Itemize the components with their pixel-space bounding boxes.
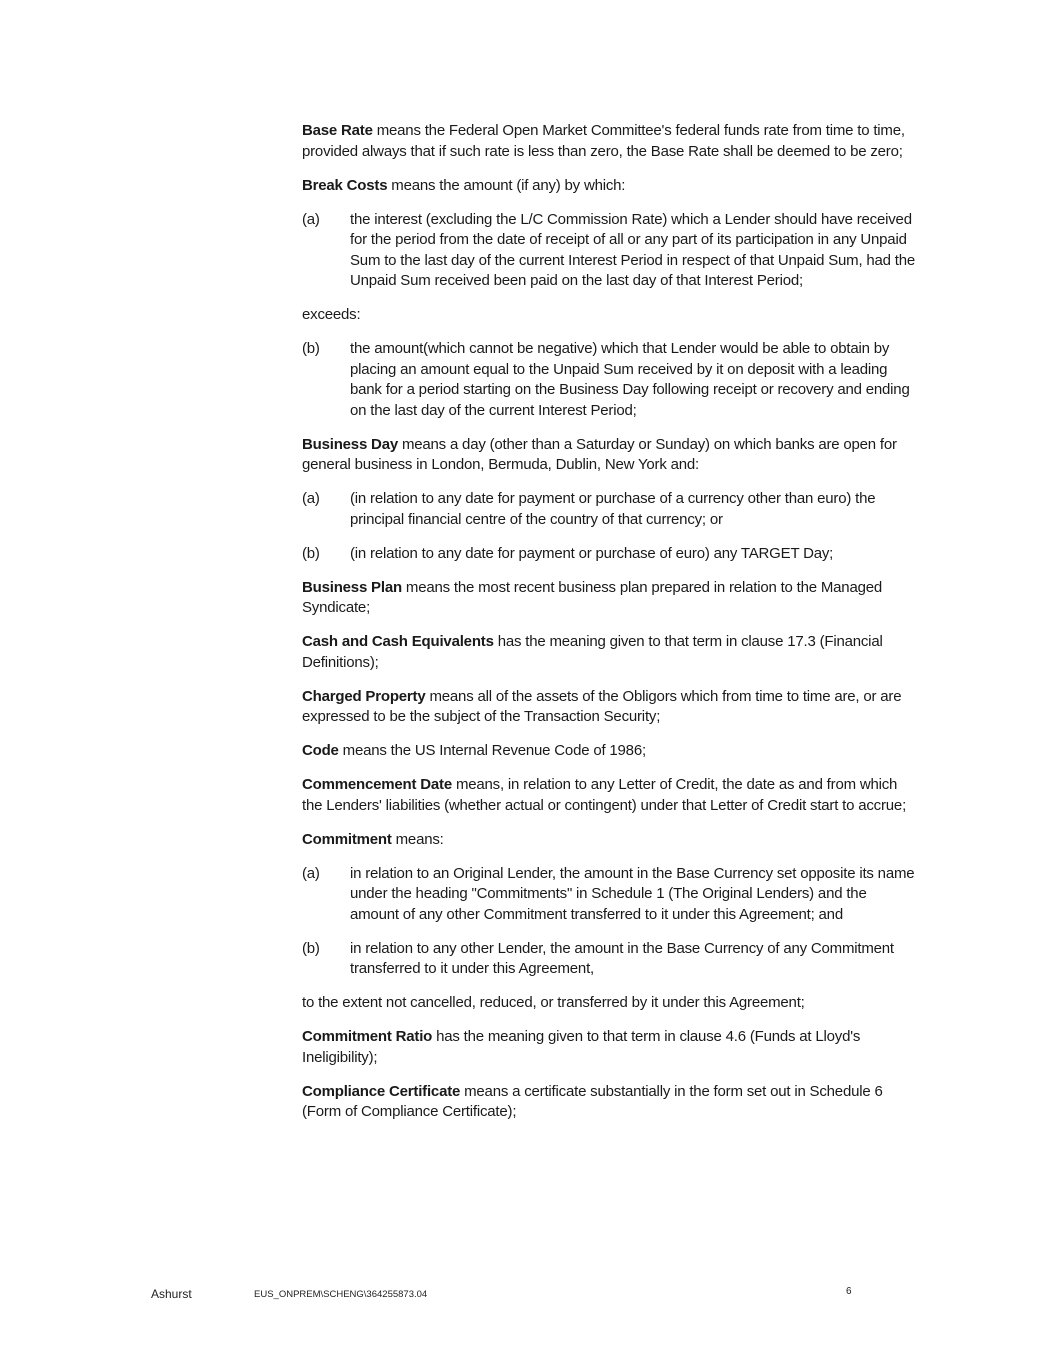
definition-text: means a day (other than a Saturday or Sunday) on which banks are open for general business in London, Bermuda, Dublin, New York and: [302, 435, 897, 473]
list-item [302, 210, 918, 292]
definition-text: has the meaning given to that term in clause 17.3 (Financial Definitions); [302, 633, 883, 671]
definition-text: means, in relation to any Letter of Credit, the date as and from which the Lenders' liabilities (whether actual or contingent) under that Letter of Credit start to accrue; [302, 776, 907, 814]
definitions-body [302, 121, 918, 1136]
term-cash-equivalents: Cash and Cash Equivalents [302, 633, 494, 650]
term-code: Code [302, 742, 339, 759]
item-label: (a) [302, 864, 320, 882]
item-label: (b) [302, 340, 320, 357]
term-base-rate: Base Rate [302, 122, 373, 139]
term-commitment: Commitment [302, 830, 392, 848]
item-text: in relation to any other Lender, the amount in the Base Currency of any Commitment transferred to it under this Agreement, [350, 939, 894, 977]
definition-text: means the Federal Open Market Committee's federal funds rate from time to time, provided always that if such rate is less than zero, the Base Rate shall be deemed to be zero; [302, 122, 905, 160]
list-item [302, 544, 918, 565]
definition-commencement-date [302, 775, 918, 816]
definition-break-costs [302, 176, 918, 197]
item-text: the interest (excluding the L/C Commission Rate) which a Lender should have received for the period from the date of receipt of all or any part of its participation in any Unpaid Sum to the last day of the current Interest Period in respect of that Unpaid Sum, had the Unpaid Sum received been paid on the last day of that Interest Period; [350, 210, 916, 289]
item-label: (a) [302, 210, 320, 228]
commitment-tail-text: to the extent not cancelled, reduced, or transferred by it under this Agreement; [302, 994, 805, 1011]
definition-text: means all of the assets of the Obligors which from time to time are, or are expressed to be the subject of the Transaction Security; [302, 687, 902, 725]
term-commitment-ratio: Commitment Ratio [302, 1028, 433, 1045]
definition-compliance-certificate [302, 1082, 918, 1123]
definition-base-rate [302, 121, 918, 162]
item-text: the amount(which cannot be negative) which that Lender would be able to obtain by placing an amount equal to the Unpaid Sum received by it on deposit with a leading bank for a period starting on the Business Day following receipt or recovery and ending on the last day of the current Interest Period; [350, 340, 910, 419]
term-break-costs: Break Costs [302, 176, 388, 194]
definition-text: means a certificate substantially in the form set out in Schedule 6 (Form of Compliance Certificate); [302, 1082, 883, 1120]
list-item [302, 939, 918, 980]
definition-commitment [302, 830, 918, 851]
definition-text: has the meaning given to that term in clause 4.6 (Funds at Lloyd's Ineligibility); [302, 1028, 861, 1066]
item-text: (in relation to any date for payment or purchase of a currency other than euro) the principal financial centre of the country of that currency; or [350, 490, 876, 528]
footer-doc-reference: EUS_ONPREM\SCHENG\364255873.04 [254, 1289, 428, 1300]
definition-text: means the amount (if any) by which: [387, 176, 626, 194]
list-item [302, 864, 918, 926]
item-text: in relation to an Original Lender, the amount in the Base Currency set opposite its name under the heading "Commitments" in Schedule 1 (The Original Lenders) and the amount of any other Commitment transferred to it under this Agreement; and [350, 864, 915, 923]
definition-text: means the most recent business plan prepared in relation to the Managed Syndicate; [302, 578, 883, 616]
item-label: (b) [302, 544, 320, 562]
definition-charged-property [302, 687, 918, 728]
definition-cash-equivalents [302, 632, 918, 673]
definition-business-day [302, 435, 918, 476]
term-business-day: Business Day [302, 435, 398, 453]
item-text: (in relation to any date for payment or purchase of euro) any TARGET Day; [350, 544, 834, 562]
definition-text: means: [391, 830, 444, 848]
term-charged-property: Charged Property [302, 687, 426, 705]
connector-text: exceeds: [302, 306, 361, 323]
definition-commitment-ratio [302, 1027, 918, 1068]
term-business-plan: Business Plan [302, 578, 402, 596]
item-label: (b) [302, 939, 320, 957]
definition-business-plan [302, 578, 918, 619]
item-label: (a) [302, 490, 320, 507]
term-commencement-date: Commencement Date [302, 776, 452, 793]
definition-code [302, 741, 918, 762]
list-item [302, 489, 918, 530]
definition-text: means the US Internal Revenue Code of 1986; [338, 742, 646, 759]
term-compliance-certificate: Compliance Certificate [302, 1082, 461, 1100]
footer-firm-name: Ashurst [151, 1287, 192, 1301]
page-number: 6 [846, 1286, 852, 1297]
list-item [302, 339, 918, 421]
